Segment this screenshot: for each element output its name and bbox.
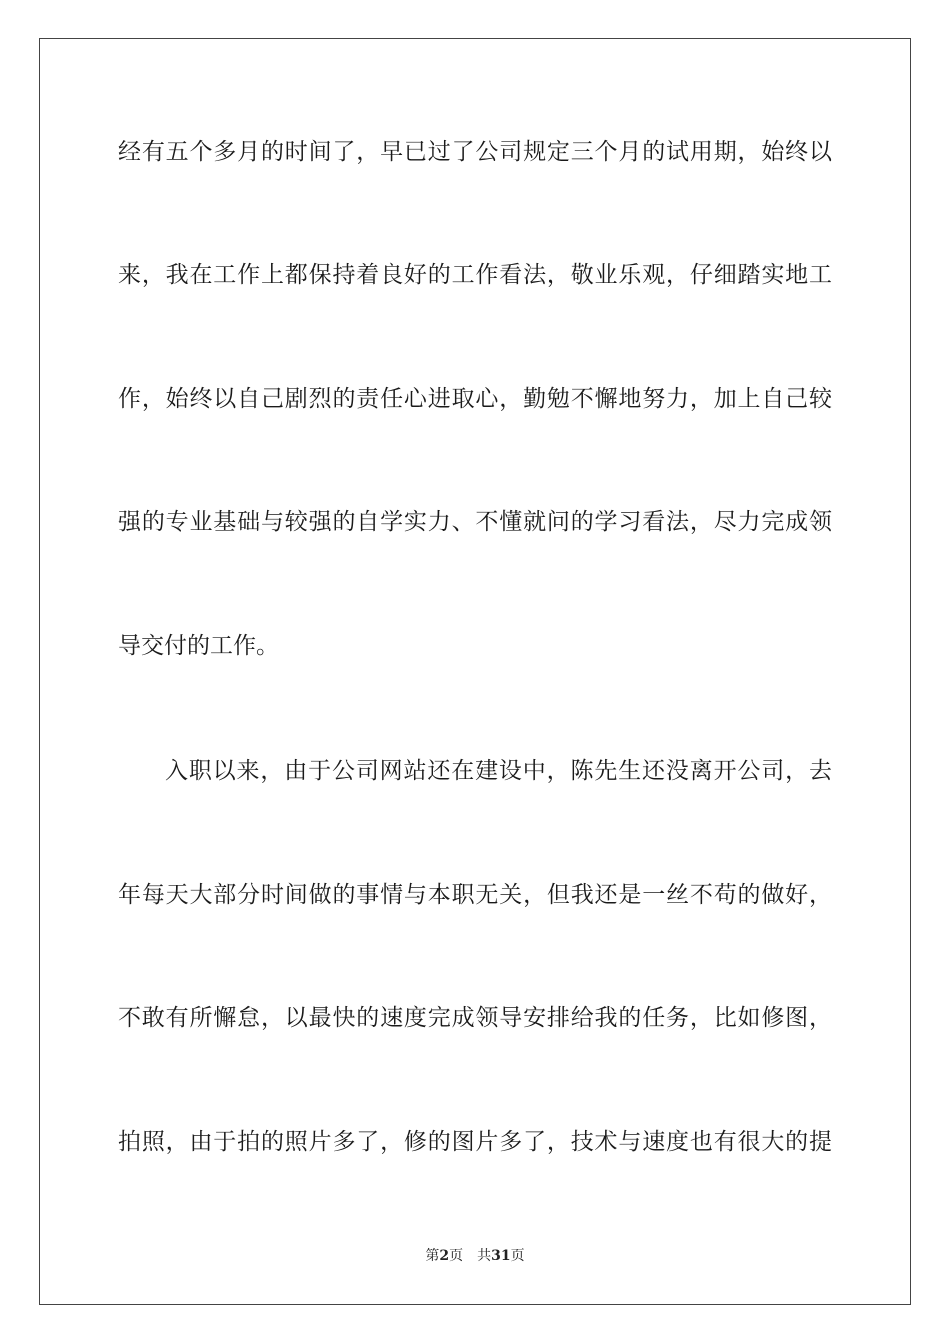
body-text-line-4: 强的专业基础与较强的自学实力、不懂就问的学习看法，尽力完成领: [118, 509, 832, 535]
body-text-line-9: 拍照，由于拍的照片多了，修的图片多了，技术与速度也有很大的提: [118, 1129, 832, 1155]
body-text-line-1: 经有五个多月的时间了，早已过了公司规定三个月的试用期，始终以: [118, 139, 832, 165]
body-text-line-6: 入职以来，由于公司网站还在建设中，陈先生还没离开公司，去: [165, 758, 832, 784]
page-frame: [39, 38, 911, 1305]
body-text-line-5: 导交付的工作。: [118, 633, 279, 659]
footer-page-unit: 页: [449, 1248, 464, 1264]
footer-total-unit: 页: [510, 1248, 525, 1264]
page-footer: [0, 1247, 950, 1265]
body-text-line-7: 年每天大部分时间做的事情与本职无关，但我还是一丝不苟的做好，: [118, 882, 832, 908]
body-text-line-2: 来，我在工作上都保持着良好的工作看法，敬业乐观，仔细踏实地工: [118, 262, 832, 288]
footer-total-prefix: 共: [477, 1248, 492, 1264]
footer-current-page: 2: [439, 1248, 450, 1264]
body-text-line-3: 作，始终以自己剧烈的责任心进取心，勤勉不懈地努力，加上自己较: [118, 386, 832, 412]
footer-prefix: 第: [425, 1248, 440, 1264]
footer-total-pages: 31: [491, 1248, 511, 1264]
body-text-line-8: 不敢有所懈怠，以最快的速度完成领导安排给我的任务，比如修图，: [118, 1005, 832, 1031]
